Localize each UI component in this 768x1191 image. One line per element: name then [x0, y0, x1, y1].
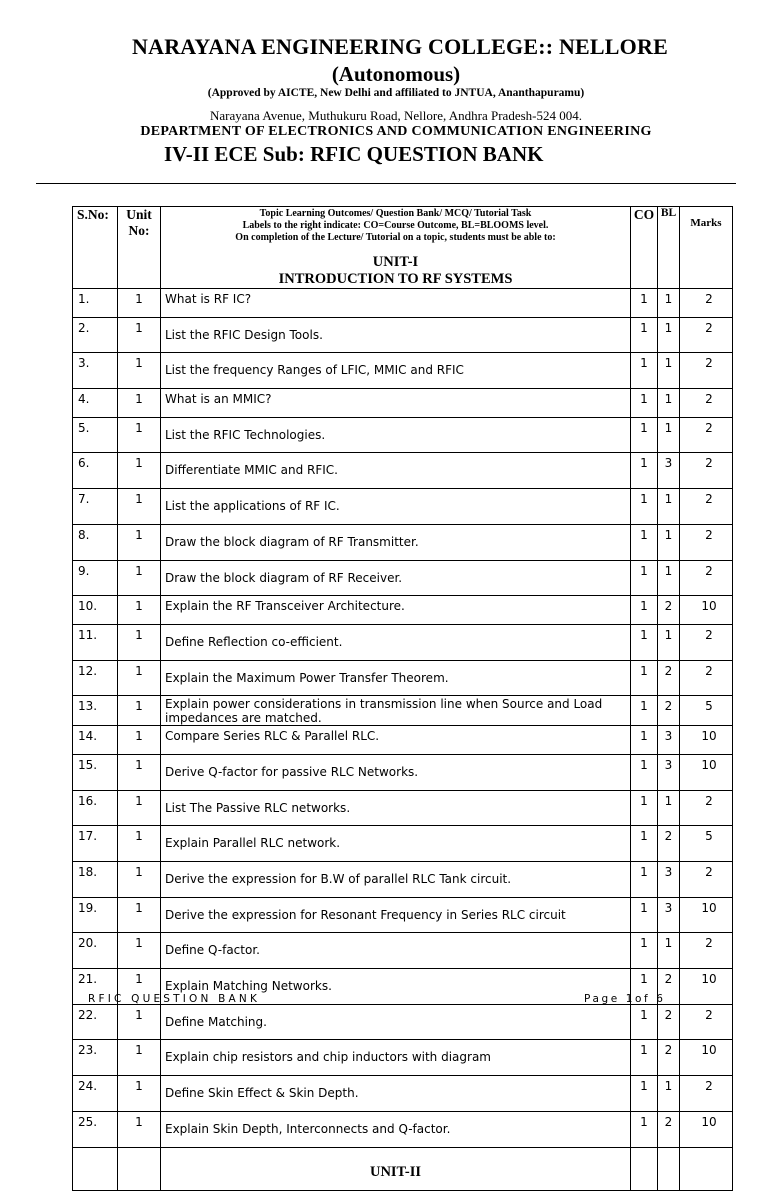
table-row	[73, 353, 733, 389]
row-co: 1	[631, 524, 658, 560]
unit2-marks-cell	[680, 1147, 733, 1190]
row-question: List The Passive RLC networks.	[161, 790, 631, 826]
table-row	[73, 489, 733, 525]
row-marks: 10	[680, 969, 733, 1005]
row-marks: 2	[680, 453, 733, 489]
row-co: 1	[631, 317, 658, 353]
table-row	[73, 1040, 733, 1076]
table-row	[73, 624, 733, 660]
row-sno: 21.	[73, 969, 118, 1005]
row-unit: 1	[118, 696, 161, 726]
row-marks: 2	[680, 289, 733, 318]
row-marks: 2	[680, 862, 733, 898]
row-co: 1	[631, 1111, 658, 1147]
row-question: Define Skin Effect & Skin Depth.	[161, 1076, 631, 1112]
row-marks: 10	[680, 1111, 733, 1147]
unit2-bl-cell	[658, 1147, 680, 1190]
header-unit: Unit No:	[118, 207, 161, 289]
row-unit: 1	[118, 489, 161, 525]
row-bl: 3	[658, 453, 680, 489]
row-bl: 2	[658, 596, 680, 625]
row-co: 1	[631, 969, 658, 1005]
row-unit: 1	[118, 353, 161, 389]
row-co: 1	[631, 726, 658, 755]
subject-title: IV-II ECE Sub: RFIC QUESTION BANK	[164, 142, 544, 166]
table-row	[73, 389, 733, 418]
autonomous-label: (Autonomous)	[331, 62, 461, 86]
unit1-name: INTRODUCTION TO RF SYSTEMS	[278, 271, 513, 287]
row-unit: 1	[118, 317, 161, 353]
table-row	[73, 826, 733, 862]
table-header-row	[73, 207, 733, 289]
row-question: Explain Parallel RLC network.	[161, 826, 631, 862]
row-co: 1	[631, 660, 658, 696]
unit2-sno-cell	[73, 1147, 118, 1190]
header-topic	[161, 207, 631, 289]
row-unit: 1	[118, 790, 161, 826]
row-question: Explain Skin Depth, Interconnects and Q-factor.	[161, 1111, 631, 1147]
row-marks: 2	[680, 660, 733, 696]
row-unit: 1	[118, 826, 161, 862]
college-address: Narayana Avenue, Muthukuru Road, Nellore, Andhra Pradesh-524 004.	[210, 108, 582, 123]
row-marks: 2	[680, 389, 733, 418]
table-row	[73, 1076, 733, 1112]
row-sno: 20.	[73, 933, 118, 969]
row-sno: 13.	[73, 696, 118, 726]
row-sno: 2.	[73, 317, 118, 353]
row-question: List the frequency Ranges of LFIC, MMIC and RFIC	[161, 353, 631, 389]
row-co: 1	[631, 696, 658, 726]
row-question: Explain Matching Networks.	[161, 969, 631, 1005]
row-bl: 3	[658, 897, 680, 933]
row-sno: 4.	[73, 389, 118, 418]
row-bl: 2	[658, 1004, 680, 1040]
row-marks: 5	[680, 696, 733, 726]
row-sno: 12.	[73, 660, 118, 696]
row-question: List the RFIC Design Tools.	[161, 317, 631, 353]
row-sno: 5.	[73, 417, 118, 453]
row-co: 1	[631, 417, 658, 453]
row-co: 1	[631, 1076, 658, 1112]
unit2-title-cell	[161, 1147, 631, 1190]
row-bl: 1	[658, 389, 680, 418]
header-marks: Marks	[680, 207, 733, 289]
row-marks: 10	[680, 897, 733, 933]
row-marks: 10	[680, 596, 733, 625]
unit2-row	[73, 1147, 733, 1190]
row-question: Derive the expression for Resonant Frequency in Series RLC circuit	[161, 897, 631, 933]
table-row	[73, 1111, 733, 1147]
row-sno: 6.	[73, 453, 118, 489]
header-sno: S.No:	[73, 207, 118, 289]
row-marks: 2	[680, 790, 733, 826]
header-bl: BL	[658, 207, 680, 289]
row-unit: 1	[118, 754, 161, 790]
row-unit: 1	[118, 417, 161, 453]
row-question: What is an MMIC?	[161, 389, 631, 418]
row-marks: 2	[680, 560, 733, 596]
row-bl: 2	[658, 660, 680, 696]
row-question: List the applications of RF IC.	[161, 489, 631, 525]
row-unit: 1	[118, 524, 161, 560]
row-marks: 2	[680, 489, 733, 525]
row-co: 1	[631, 353, 658, 389]
row-question: Explain the Maximum Power Transfer Theorem.	[161, 660, 631, 696]
row-marks: 10	[680, 1040, 733, 1076]
unit2-title: UNIT-II	[369, 1163, 422, 1180]
header-topic-line1: Topic Learning Outcomes/ Question Bank/ MCQ/ Tutorial Task	[259, 208, 532, 219]
row-co: 1	[631, 754, 658, 790]
table-row	[73, 560, 733, 596]
row-unit: 1	[118, 1004, 161, 1040]
row-bl: 3	[658, 726, 680, 755]
row-bl: 2	[658, 969, 680, 1005]
row-question: Draw the block diagram of RF Receiver.	[161, 560, 631, 596]
question-rows	[73, 289, 733, 1148]
row-unit: 1	[118, 289, 161, 318]
row-bl: 2	[658, 1040, 680, 1076]
row-question: Define Q-factor.	[161, 933, 631, 969]
row-sno: 16.	[73, 790, 118, 826]
row-marks: 5	[680, 826, 733, 862]
unit1-title: UNIT-I	[372, 254, 419, 270]
table-row	[73, 1004, 733, 1040]
header-divider	[36, 183, 736, 184]
row-bl: 1	[658, 317, 680, 353]
footer-title: RFIC QUESTION BANK	[88, 993, 261, 1005]
row-unit: 1	[118, 1111, 161, 1147]
row-marks: 2	[680, 624, 733, 660]
header-topic-line2: Labels to the right indicate: CO=Course Outcome, BL=BLOOMS level.	[242, 220, 549, 231]
row-co: 1	[631, 453, 658, 489]
row-unit: 1	[118, 596, 161, 625]
row-sno: 1.	[73, 289, 118, 318]
question-bank-table	[72, 206, 733, 1191]
row-sno: 25.	[73, 1111, 118, 1147]
row-unit: 1	[118, 660, 161, 696]
row-co: 1	[631, 489, 658, 525]
row-marks: 2	[680, 417, 733, 453]
row-unit: 1	[118, 560, 161, 596]
row-unit: 1	[118, 389, 161, 418]
row-sno: 24.	[73, 1076, 118, 1112]
row-bl: 1	[658, 524, 680, 560]
row-co: 1	[631, 826, 658, 862]
row-sno: 15.	[73, 754, 118, 790]
department-name: DEPARTMENT OF ELECTRONICS AND COMMUNICATION ENGINEERING	[140, 124, 652, 139]
row-bl: 3	[658, 862, 680, 898]
row-question: Compare Series RLC & Parallel RLC.	[161, 726, 631, 755]
row-co: 1	[631, 1004, 658, 1040]
row-unit: 1	[118, 897, 161, 933]
row-unit: 1	[118, 862, 161, 898]
row-unit: 1	[118, 726, 161, 755]
row-sno: 7.	[73, 489, 118, 525]
row-question: What is RF IC?	[161, 289, 631, 318]
row-bl: 3	[658, 754, 680, 790]
row-sno: 10.	[73, 596, 118, 625]
row-co: 1	[631, 897, 658, 933]
row-bl: 1	[658, 790, 680, 826]
row-marks: 2	[680, 524, 733, 560]
table-row	[73, 790, 733, 826]
row-bl: 2	[658, 696, 680, 726]
unit2-unit-cell	[118, 1147, 161, 1190]
footer-page-number: Page 1of 6	[584, 993, 666, 1005]
row-co: 1	[631, 289, 658, 318]
header-co: CO	[631, 207, 658, 289]
row-bl: 1	[658, 353, 680, 389]
row-co: 1	[631, 862, 658, 898]
row-unit: 1	[118, 624, 161, 660]
row-bl: 1	[658, 417, 680, 453]
row-question: Derive Q-factor for passive RLC Networks.	[161, 754, 631, 790]
row-co: 1	[631, 790, 658, 826]
row-question: Differentiate MMIC and RFIC.	[161, 453, 631, 489]
table-row	[73, 660, 733, 696]
row-co: 1	[631, 1040, 658, 1076]
row-marks: 10	[680, 754, 733, 790]
row-bl: 1	[658, 560, 680, 596]
row-bl: 1	[658, 289, 680, 318]
row-sno: 22.	[73, 1004, 118, 1040]
row-question: Explain the RF Transceiver Architecture.	[161, 596, 631, 625]
row-co: 1	[631, 389, 658, 418]
college-name: NARAYANA ENGINEERING COLLEGE:: NELLORE	[132, 34, 668, 59]
table-row	[73, 897, 733, 933]
row-co: 1	[631, 560, 658, 596]
table-row	[73, 289, 733, 318]
row-co: 1	[631, 933, 658, 969]
row-marks: 10	[680, 726, 733, 755]
row-bl: 1	[658, 1076, 680, 1112]
row-unit: 1	[118, 453, 161, 489]
row-question: Derive the expression for B.W of parallel RLC Tank circuit.	[161, 862, 631, 898]
table-row	[73, 754, 733, 790]
header-topic-line3: On completion of the Lecture/ Tutorial on a topic, students must be able to:	[235, 232, 556, 243]
row-bl: 1	[658, 933, 680, 969]
table-row	[73, 524, 733, 560]
row-question: Define Matching.	[161, 1004, 631, 1040]
table-row	[73, 417, 733, 453]
row-sno: 14.	[73, 726, 118, 755]
row-unit: 1	[118, 1040, 161, 1076]
row-unit: 1	[118, 1076, 161, 1112]
row-sno: 8.	[73, 524, 118, 560]
row-unit: 1	[118, 933, 161, 969]
table-row	[73, 862, 733, 898]
row-bl: 2	[658, 826, 680, 862]
table-row	[73, 453, 733, 489]
row-bl: 2	[658, 1111, 680, 1147]
row-marks: 2	[680, 353, 733, 389]
unit2-co-cell	[631, 1147, 658, 1190]
table-row	[73, 596, 733, 625]
row-marks: 2	[680, 317, 733, 353]
row-marks: 2	[680, 1076, 733, 1112]
row-bl: 1	[658, 624, 680, 660]
row-bl: 1	[658, 489, 680, 525]
row-sno: 23.	[73, 1040, 118, 1076]
row-co: 1	[631, 624, 658, 660]
row-question: Define Reflection co-efficient.	[161, 624, 631, 660]
table-row	[73, 933, 733, 969]
row-marks: 2	[680, 1004, 733, 1040]
table-row	[73, 726, 733, 755]
row-sno: 11.	[73, 624, 118, 660]
row-sno: 18.	[73, 862, 118, 898]
approval-note: (Approved by AICTE, New Delhi and affiliated to JNTUA, Ananthapuramu)	[207, 87, 585, 99]
row-question: Draw the block diagram of RF Transmitter.	[161, 524, 631, 560]
row-unit: 1	[118, 969, 161, 1005]
table-row	[73, 317, 733, 353]
row-question: Explain power considerations in transmission line when Source and Load impedances are matched.	[161, 696, 631, 726]
row-marks: 2	[680, 933, 733, 969]
row-question: List the RFIC Technologies.	[161, 417, 631, 453]
row-sno: 19.	[73, 897, 118, 933]
row-sno: 3.	[73, 353, 118, 389]
row-question: Explain chip resistors and chip inductors with diagram	[161, 1040, 631, 1076]
table-row	[73, 696, 733, 726]
row-sno: 9.	[73, 560, 118, 596]
row-sno: 17.	[73, 826, 118, 862]
row-co: 1	[631, 596, 658, 625]
